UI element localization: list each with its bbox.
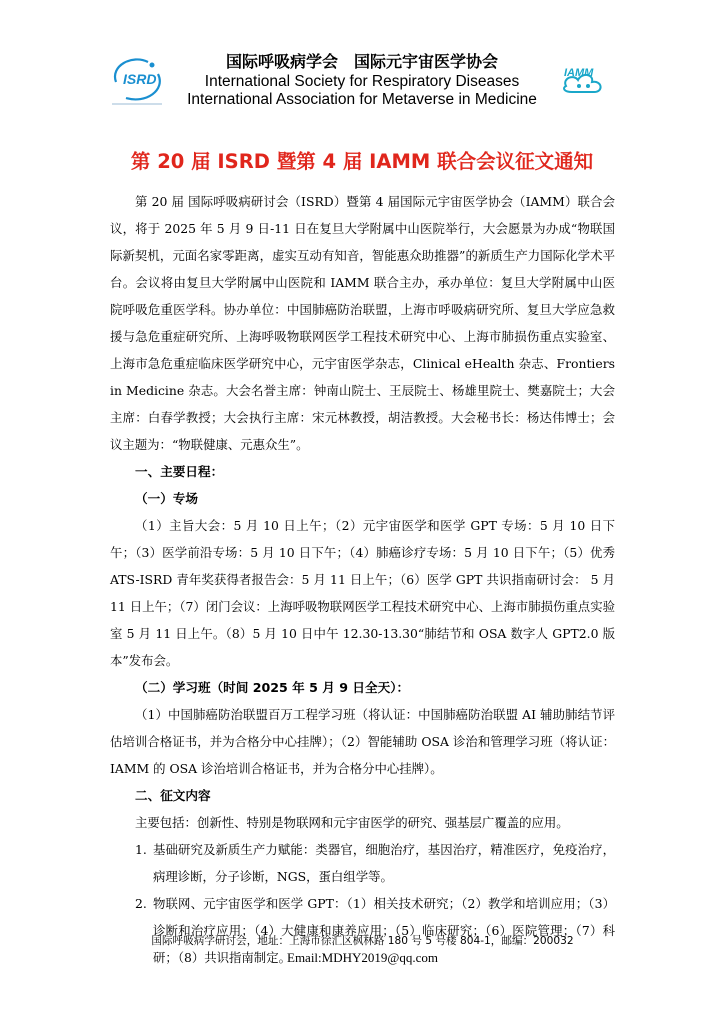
iamm-logo-text: IAMM (564, 67, 594, 79)
call-summary: 主要包括：创新性、特别是物联网和元宇宙医学的研究、强基层广覆盖的应用。 (135, 815, 569, 830)
org-name-en-1: International Society for Respiratory Diseases (204, 73, 520, 90)
list-item-text: 物联网、元宇宙医学和医学 GPT：（1）相关技术研究；（2）教学和培训应用；（3）诊断和治疗应用；（4）大健康和康养应用；（5）临床研究；（6）医院管理；（7）科研；（8）共识指南制定。 (153, 896, 615, 965)
section-heading-schedule: 一、主要日程： (135, 464, 224, 479)
notice-title: 第 20 届 ISRD 暨第 4 届 IAMM 联合会议征文通知 (130, 150, 594, 173)
subsection-heading-sessions: （一）专场 (135, 491, 198, 506)
org-name-cn: 国际呼吸病学会 国际元宇宙医学协会 (225, 52, 498, 71)
list-item-number: 2. (135, 896, 147, 911)
list-item-text: 基础研究及新质生产力赋能：类器官，细胞治疗，基因治疗，精准医疗，免疫治疗，病理诊断，分子诊断，NGS，蛋白组学等。 (153, 842, 615, 884)
footer-address: 国际呼吸病学研讨会，地址：上海市徐汇区枫林路 180 号 5 号楼 804-1，邮编：200032 (151, 935, 574, 947)
workshops-paragraph: （1）中国肺癌防治联盟百万工程学习班（将认证：中国肺癌防治联盟 AI 辅助肺结节评估培训合格证书，并为合格分中心挂牌）；（2）智能辅助 OSA 诊治和管理学习班（将认证：IAMM 的 OSA 诊治培训合格证书，并为合格分中心挂牌）。 (110, 707, 615, 776)
org-name-en-2: International Association for Metaverse in Medicine (187, 91, 537, 108)
intro-paragraph: 第 20 届 国际呼吸病研讨会（ISRD）暨第 4 届国际元宇宙医学协会（IAMM）联合会议，将于 2025 年 5 月 9 日-11 日在复旦大学附属中山医院举行，大会愿景为办成“物联国际新契机，元面名家零距离，虚实互动有知音，智能惠众助推器”的新质生产力国际化学术平台。会议将由复旦大学附属中山医院和 IAMM 联合主办，承办单位：复旦大学附属中山医院呼吸危重医学科。协办单位：中国肺癌防治联盟，上海市呼吸病研究所、复旦大学应急救援与急危重症研究所、上海呼吸物联网医学工程技术研究中心、上海市肺损伤重点实验室、上海市急危重症临床医学研究中心，元宇宙医学杂志，Clinical eHealth 杂志、Frontiers in Medicine 杂志。大会名誉主席：钟南山院士、王辰院士、杨雄里院士、樊嘉院士；大会主席：白春学教授；大会执行主席：宋元林教授，胡洁教授。大会秘书长：杨达伟博士；会议主题为：“物联健康、元惠众生”。 (110, 194, 615, 452)
subsection-heading-workshops: （二）学习班（时间 2025 年 5 月 9 日全天）： (135, 680, 410, 695)
list-item (110, 836, 615, 890)
section-heading-call-for-papers: 二、征文内容 (135, 788, 211, 803)
iamm-logo (560, 56, 610, 98)
isrd-logo-text: ISRD (123, 71, 157, 87)
list-item-number: 1. (135, 842, 147, 857)
sessions-paragraph: （1）主旨大会：5 月 10 日上午；（2）元宇宙医学和医学 GPT 专场：5 月 10 日下午；（3）医学前沿专场：5 月 10 日下午；（4）肺癌诊疗专场：5 月 10 日下午；（5）优秀 ATS-ISRD 青年奖获得者报告会：5 月 11 日上午；（6）医学 GPT 共识指南研讨会： 5 月 11 日上午；（7）闭门会议：上海呼吸物联网医学工程技术研究中心、上海市肺损伤重点实验室 5 月 11 日上午。（8）5 月 10 日中午 12.30-13.30“肺结节和 OSA 数字人 GPT2.0 版本”发布会。 (110, 518, 615, 668)
notice-body (110, 188, 615, 971)
footer-email[interactable]: Email:MDHY2019@qq.com (287, 950, 438, 965)
